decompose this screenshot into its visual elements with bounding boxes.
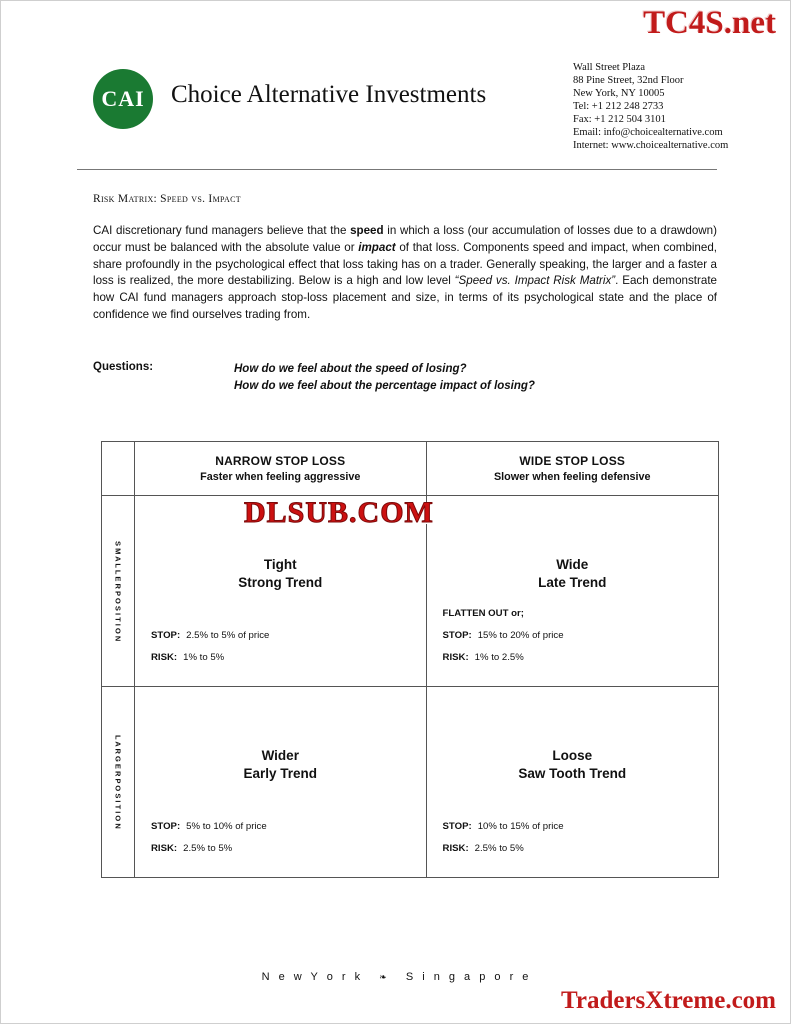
address-line: New York, NY 10005	[573, 88, 665, 99]
cell-title-line1: Loose	[552, 748, 593, 763]
intro-paragraph: CAI discretionary fund managers believe that the speed in which a loss (our accumulation of losses due to a drawdown) occur must be balanced with the absolute value or impact of that loss. Components speed and impact, when combined, share profoundly in the psychological effect that loss taking has on a trader. Generally speaking, the larger and a faster a loss is realized, the more destabilizing. Below is a high and low level “Speed vs. Impact Risk Matrix”. Each demonstrate how CAI fund managers approach stop-loss placement and size, in terms of its psychological state and the place of confidence we find ourselves trading from.	[93, 224, 717, 321]
column-title: NARROW STOP LOSS	[215, 454, 346, 468]
stat-stop-value: 10% to 15% of price	[477, 821, 564, 832]
watermark-top: TC4S.net	[643, 5, 776, 41]
cell-title-line2: Early Trend	[243, 766, 318, 781]
cell-stats	[151, 821, 412, 865]
cell-title-line1: Wider	[261, 748, 299, 763]
question-item: How do we feel about the percentage impact of losing?	[234, 380, 535, 392]
cell-title	[149, 747, 412, 783]
cell-stats	[443, 821, 705, 865]
row-label: L A R G E R P O S I T I O N	[113, 735, 123, 829]
matrix-corner-cell	[102, 442, 135, 495]
stat-risk	[151, 843, 412, 854]
matrix-cell-wider-early-trend	[135, 687, 427, 877]
cell-title-line1: Tight	[263, 557, 297, 572]
cell-title-line1: Wide	[556, 557, 589, 572]
matrix-header-row	[102, 442, 718, 496]
company-name: Choice Alternative Investments	[171, 81, 487, 108]
stat-risk	[151, 652, 412, 663]
stat-stop-value: 2.5% to 5% of price	[186, 630, 270, 641]
cell-title-line2: Strong Trend	[238, 575, 323, 590]
cell-title-line2: Late Trend	[538, 575, 607, 590]
cell-title	[441, 556, 704, 592]
footer-separator-icon: ❧	[379, 971, 390, 982]
stat-risk-value: 1% to 5%	[183, 652, 225, 663]
footer-city-right: S i n g a p o r e	[405, 971, 532, 983]
matrix-cell-loose-saw-tooth-trend	[427, 687, 718, 877]
stat-risk-label: RISK:	[151, 843, 178, 854]
row-label: S M A L L E R P O S I T I O N	[113, 540, 123, 642]
matrix-column-header-wide	[427, 442, 718, 495]
stat-risk-label: RISK:	[151, 652, 178, 663]
address-line: Fax: +1 212 504 3101	[573, 114, 666, 125]
page-title: Risk Matrix: Speed vs. Impact	[93, 193, 241, 205]
stat-stop-value: 5% to 10% of price	[186, 821, 267, 832]
cell-title	[441, 747, 704, 783]
letterhead	[1, 61, 791, 161]
watermark-bottom: TradersXtreme.com	[561, 987, 776, 1014]
stat-note: FLATTEN OUT or;	[442, 608, 524, 619]
matrix-column-header-narrow	[135, 442, 427, 495]
cell-stats	[151, 630, 412, 674]
address-block	[573, 61, 728, 152]
questions-list	[234, 361, 535, 395]
matrix-row-larger-position	[102, 687, 718, 877]
address-line-email: Email: info@choicealternative.com	[573, 127, 723, 138]
matrix-row-header-larger	[102, 687, 135, 877]
questions-label: Questions:	[93, 361, 154, 373]
cai-logo: CAI	[93, 69, 153, 129]
stat-stop	[151, 821, 412, 832]
stat-stop-value: 15% to 20% of price	[477, 630, 564, 641]
stat-risk	[443, 843, 705, 854]
stat-stop-label: STOP:	[151, 630, 181, 641]
stat-stop-label: STOP:	[442, 630, 472, 641]
matrix-row-header-smaller	[102, 496, 135, 686]
stat-risk-value: 1% to 2.5%	[474, 652, 524, 663]
stat-stop-label: STOP:	[151, 821, 181, 832]
stat-risk-label: RISK:	[442, 652, 469, 663]
address-line: Wall Street Plaza	[573, 62, 646, 73]
question-item: How do we feel about the speed of losing?	[234, 363, 467, 375]
stat-stop	[443, 821, 705, 832]
cell-stats	[443, 608, 705, 674]
page-footer	[1, 971, 791, 983]
watermark-center: DLSUB.COM	[244, 496, 434, 529]
stat-risk-value: 2.5% to 5%	[474, 843, 524, 854]
cell-title	[149, 556, 412, 592]
header-divider	[77, 169, 717, 170]
stat-stop	[151, 630, 412, 641]
stat-risk-label: RISK:	[442, 843, 469, 854]
stat-risk-value: 2.5% to 5%	[183, 843, 233, 854]
cell-title-line2: Saw Tooth Trend	[518, 766, 627, 781]
stat-risk	[443, 652, 705, 663]
column-subtitle: Slower when feeling defensive	[493, 471, 651, 483]
column-subtitle: Faster when feeling aggressive	[200, 471, 361, 483]
address-line: 88 Pine Street, 32nd Floor	[573, 75, 684, 86]
matrix-cell-wide-late-trend	[427, 496, 718, 686]
footer-city-left: N e w Y o r k	[261, 971, 364, 983]
address-line-internet: Internet: www.choicealternative.com	[573, 140, 729, 151]
stat-stop	[443, 630, 705, 641]
column-title: WIDE STOP LOSS	[519, 454, 626, 468]
address-line: Tel: +1 212 248 2733	[573, 101, 664, 112]
stat-stop-label: STOP:	[442, 821, 472, 832]
